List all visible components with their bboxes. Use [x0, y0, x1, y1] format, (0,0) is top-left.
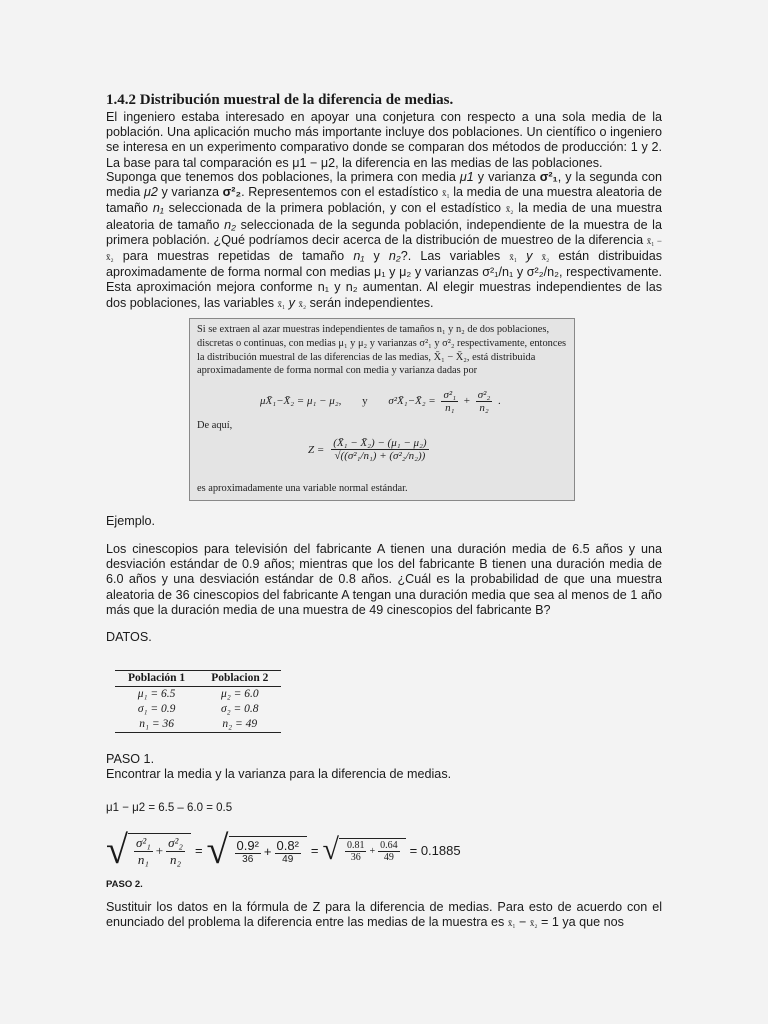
table-row: n₁ = 36 n₂ = 49 [115, 717, 281, 733]
intro-paragraph: El ingeniero estaba interesado en apoyar una conjetura con respecto a una sola media de la población. Una aplicación mucho más importante incluye dos poblaciones. Un científico o ingeniero se interesa en un experimento comparativo donde se comparan dos métodos de producción: 1 y 2. La base para tal comparación es μ1 − μ2, la diferencia en las medias de las poblaciones. [106, 110, 662, 170]
z-formula: Z = $\frac{\text{(X̄₁ − X̄₂) − (μ₁ − μ₂)}}{\text{√((σ²₁/n₁) + (σ²₂/n₂))}}$ [308, 437, 427, 462]
variance-calculation: √ $\frac{\text{σ²₁}}{\text{n₁}}$ + $\frac{\text{σ²₂}}{\text{n₂}}$ = √ $\frac{\text{0.9²}}{36}$ + $\frac{\text{0.8²}}{49}$ = √ $\frac{0.81}{36}$ + $\frac{0.64}{49}$ = 0.1885 [106, 827, 461, 872]
de-aqui-label: De aquí, [197, 420, 233, 431]
datos-label: DATOS. [106, 630, 152, 644]
data-table [115, 670, 281, 733]
example-paragraph: Los cinescopios para televisión del fabricante A tienen una duración media de 6.5 años y una desviación estándar de 0.9 años; mientras que los del fabricante B tienen una duración media de 6.0 años y una desviación estándar de 0.8 años. ¿Cuál es la probabilidad de que una muestra aleatoria de 36 cinescopios del fabricante A tengan una duración media que sea al menos de 1 año más que la duración media de una muestra de 49 cinescopios del fabricante B? [106, 542, 662, 617]
paso2-paragraph: Sustituir los datos en la fórmula de Z para la diferencia de medias. Para esto de acuerdo con el enunciado del problema la diferencia entre las medias de la muestra es x̄₁ − x̄₂ = 1 ya que nos [106, 900, 662, 930]
variance-result: = 0.1885 [409, 842, 461, 858]
populations-paragraph: Suponga que tenemos dos poblaciones, la primera con media μ1 y varianza σ²₁, y la segunda con media μ2 y varianza σ²₂. Representemos con el estadístico x̄₁ la media de una muestra aleatoria de tamaño n₁ seleccionada de la primera población, y con el estadístico x̄₂ la media de una muestra aleatoria de tamaño n₂ seleccionada de la segunda población, independiente de la muestra de la primera población. ¿Qué podríamos decir acerca de la distribución de muestreo de la diferencia x̄₁ − x̄₂ para muestras repetidas de tamaño n₁ y n₂?. Las variables x̄₁ y x̄₂ están distribuidas aproximadamente de forma normal con medias μ₁ y μ₂ y varianzas σ²₁/n₁ y σ²₂/n₂, respectivamente. Esta aproximación mejora conforme n₁ y n₂ aumentan. Al elegir muestras independientes de las dos poblaciones, las variables x̄₁ y x̄₂ serán independientes. [106, 170, 663, 310]
paso1-label: PASO 1. [106, 752, 155, 766]
mean-variance-equation: μX̄₁−X̄₂ = μ₁ − μ₂, y σ²X̄₁−X̄₂ = $\frac{\text{σ²₁}}{\text{n₁}}$ + $\frac{\text{σ²₂}}{\text{n₂}}$ . [260, 389, 501, 414]
paso2-label: PASO 2. [106, 879, 143, 890]
table-row: μ₁ = 6.5 μ₂ = 6.0 [137, 688, 259, 700]
theorem-conclusion: es aproximadamente una variable normal estándar. [197, 483, 408, 494]
section-title: 1.4.2 Distribución muestral de la diferencia de medias. [106, 92, 454, 108]
mean-equation: μX̄₁−X̄₂ = μ₁ − μ₂, [260, 395, 342, 408]
theorem-intro: Si se extraen al azar muestras independientes de tamaños n₁ y n₂ de dos poblaciones, discretas o continuas, con medias μ₁ y μ₂ y varianzas σ²₁ y σ²₂ respectivamente, entonces la distribución muestral de las diferencias de las medias, X̄₁ − X̄₂, está distribuida aproximadamente de forma normal con media y varianza dadas por [197, 324, 567, 377]
table-header: Poblacion 2 [211, 672, 269, 684]
table-row: σ₁ = 0.9 σ₂ = 0.8 [137, 703, 259, 715]
theorem-box [189, 318, 575, 501]
mean-difference-calc: μ1 − μ2 = 6.5 – 6.0 = 0.5 [106, 802, 233, 814]
ejemplo-label: Ejemplo. [106, 514, 155, 528]
table-header: Población 1 [128, 672, 186, 684]
paso1-text: Encontrar la media y la varianza para la diferencia de medias. [106, 767, 452, 781]
